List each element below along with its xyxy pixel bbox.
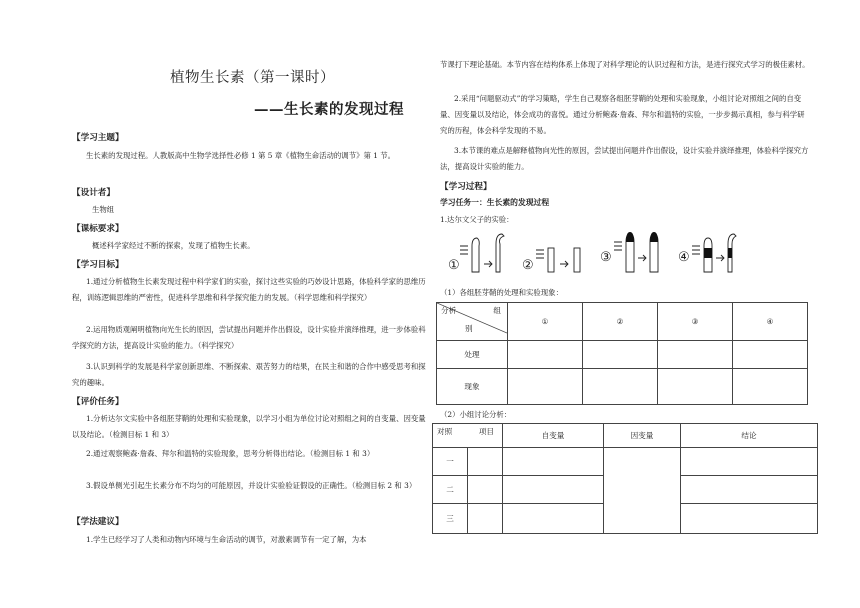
table-cell[interactable]	[658, 341, 733, 369]
table-cell[interactable]	[508, 341, 583, 369]
table-cell[interactable]	[503, 504, 604, 534]
evaluation-heading: 【评价任务】	[72, 397, 124, 407]
corner-label-bottom: 别	[465, 324, 473, 333]
column-header: ③	[658, 303, 733, 341]
table-cell[interactable]	[583, 369, 658, 405]
requirement-text: 概述科学家经过不断的探索，发现了植物生长素。	[92, 241, 255, 250]
process-heading: 【学习过程】	[440, 182, 492, 192]
requirement-heading: 【课标要求】	[72, 224, 124, 234]
goal-1: 1.通过分析植物生长素发现过程中科学家们的实验，探讨这些实验的巧妙设计思路，体验科学家的思维历程，训练逻辑思维的严密性，促进科学思维和科学探究能力的发展。（科学思维和科学探究）	[72, 277, 426, 302]
row-header: 三	[433, 504, 468, 534]
goal-3: 3.认识到科学的发展是科学家创新思维、不断探索、艰苦努力的结果，在民主和谐的合作中感受思考和探究的趣味。	[72, 362, 426, 387]
designer-text: 生物组	[92, 205, 115, 214]
evaluation-3: 3.假设单侧光引起生长素分布不均匀的可能原因，并设计实验验证假设的正确性。（检测目标 2 和 3）	[86, 481, 417, 490]
question-2: （2）小组讨论分析：	[440, 410, 512, 419]
row-header: 一	[433, 448, 468, 476]
table-cell[interactable]	[503, 476, 604, 504]
column-header: ④	[733, 303, 808, 341]
darwin-experiment-diagram	[446, 228, 746, 280]
experiment-label-3: ③	[600, 250, 612, 265]
table-cell[interactable]	[604, 448, 681, 534]
table-cell[interactable]	[733, 369, 808, 405]
treatment-table	[436, 302, 808, 405]
theme-text: 生长素的发现过程。人教版高中生物学选择性必修 1 第 5 章《植物生命活动的调节》第 1 节。	[86, 151, 396, 160]
column-header: 结论	[681, 424, 818, 448]
table-corner-cell	[437, 303, 508, 341]
theme-heading: 【学习主题】	[72, 133, 124, 143]
table-cell[interactable]	[508, 369, 583, 405]
table-cell[interactable]	[681, 476, 818, 504]
row-header: 现象	[437, 369, 508, 405]
column-header: ②	[583, 303, 658, 341]
page-title: 植物生长素（第一课时）	[170, 70, 335, 86]
table-cell[interactable]	[583, 341, 658, 369]
corner-label-right: 项目	[478, 427, 494, 436]
page-subtitle: ——生长素的发现过程	[254, 101, 404, 118]
column-header: 因变量	[604, 424, 681, 448]
experiment-label-4: ④	[678, 250, 690, 265]
evaluation-1: 1.分析达尔文实验中各组胚芽鞘的处理和实验现象，以学习小组为单位讨论对照组之间的自变量、因变量以及结论。（检测目标 1 和 3）	[72, 414, 426, 439]
table-cell[interactable]	[468, 448, 503, 476]
goal-2: 2.运用物质观阐明植物向光生长的原因，尝试提出问题并作出假设，设计实验并演绎推理，进一步体验科学探究的方法，提高设计实验的能力。（科学探究）	[72, 325, 426, 350]
experiment-label-1: ①	[448, 258, 460, 273]
table-cell[interactable]	[503, 448, 604, 476]
table-cell[interactable]	[733, 341, 808, 369]
experiment-label-2: ②	[522, 258, 534, 273]
table-corner-cell	[433, 424, 503, 448]
table-cell[interactable]	[681, 448, 818, 476]
discussion-table	[432, 423, 818, 534]
column-header: 自变量	[503, 424, 604, 448]
table-cell[interactable]	[681, 504, 818, 534]
method-2: 2.采用“问题驱动式”的学习策略，学生自己观察各组胚芽鞘的处理和实验现象，小组讨论对照组之间的自变量、因变量以及结论，体会成功的喜悦。通过分析鲍森·詹森、拜尔和温特的实验，一步步揭示真相，参与科学研究的历程，体会科学发现的不易。	[440, 94, 805, 135]
method-1-continued: 节课打下理论基础。本节内容在结构体系上体现了对科学理论的认识过程和方法，是进行探究式学习的极佳素材。	[440, 60, 810, 69]
column-header: ①	[508, 303, 583, 341]
task-1-heading: 学习任务一：生长素的发现过程	[440, 198, 550, 207]
corner-label-left: 分析	[441, 306, 457, 315]
corner-label-top: 组	[493, 306, 501, 315]
corner-label-left: 对照	[437, 427, 453, 436]
evaluation-2: 2.通过观察鲍森·詹森、拜尔和温特的实验现象，思考分析得出结论。（检测目标 1 和 3）	[86, 449, 375, 458]
goals-heading: 【学习目标】	[72, 260, 124, 270]
table-cell[interactable]	[468, 476, 503, 504]
question-1: （1）各组胚芽鞘的处理和实验现象：	[440, 288, 563, 297]
darwin-experiment-label: 1.达尔文父子的实验：	[440, 215, 514, 224]
method-1: 1.学生已经学习了人类和动物内环境与生命活动的调节，对激素调节有一定了解，为本	[86, 535, 367, 544]
table-cell[interactable]	[658, 369, 733, 405]
designer-heading: 【设计者】	[72, 188, 115, 198]
row-header: 处理	[437, 341, 508, 369]
table-cell[interactable]	[468, 504, 503, 534]
method-heading: 【学法建议】	[72, 517, 124, 527]
row-header: 二	[433, 476, 468, 504]
method-3: 3.本节课的难点是解释植物向光性的原因，尝试提出问题并作出假设，设计实验并演绎推理，体验科学探究方法，提高设计实验的能力。	[440, 146, 809, 171]
